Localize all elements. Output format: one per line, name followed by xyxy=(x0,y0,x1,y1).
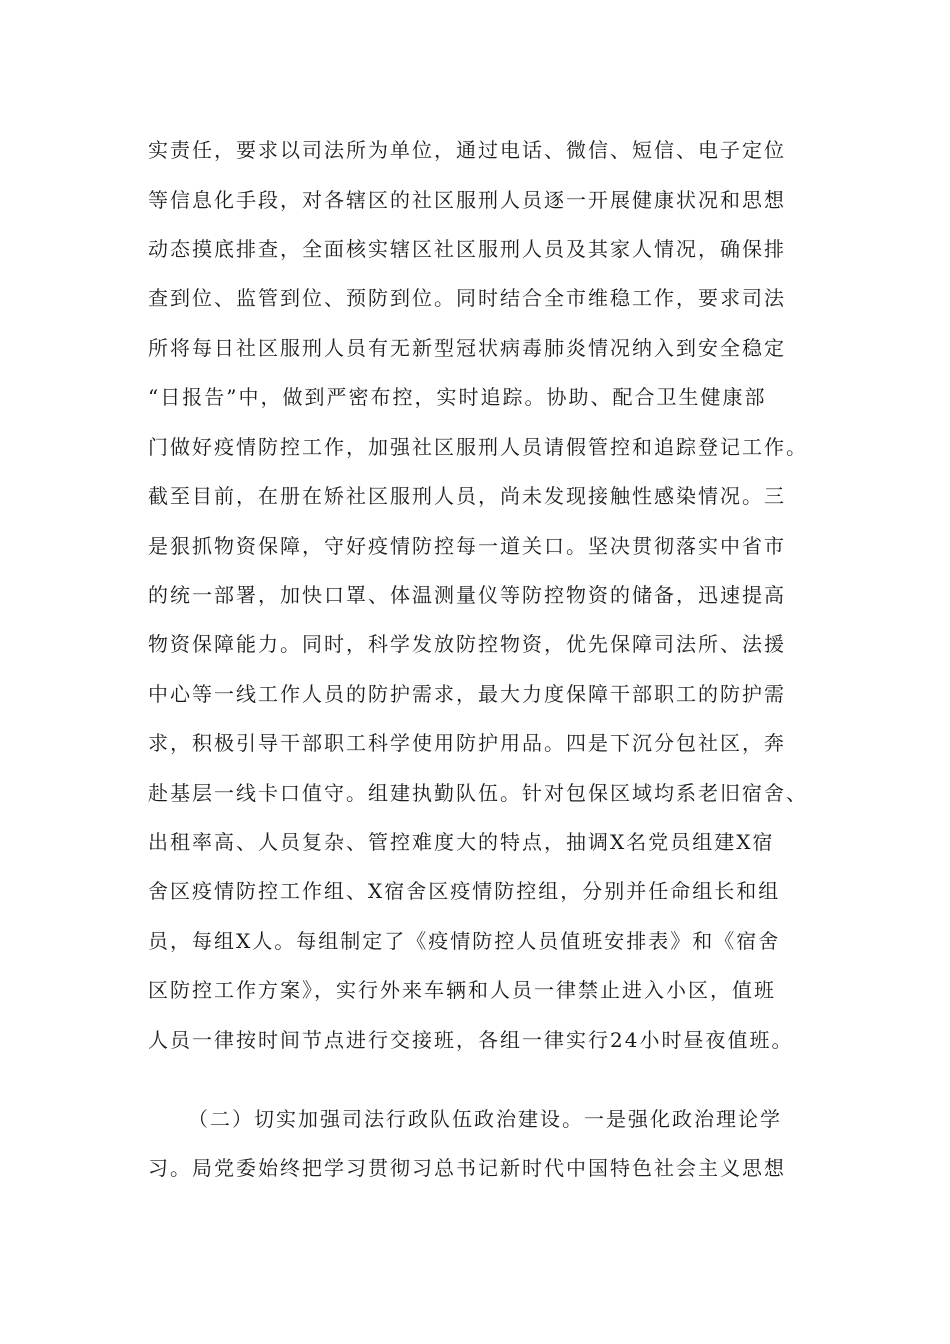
paragraph-1-line: 物资保障能力。同时，科学发放防控物资，优先保障司法所、法援 xyxy=(148,632,786,656)
paragraph-1-line: 截至目前，在册在矫社区服刑人员，尚未发现接触性感染情况。三 xyxy=(148,484,786,508)
paragraph-1-line: 员，每组X人。每组制定了《疫情防控人员值班安排表》和《宿舍 xyxy=(148,929,781,953)
paragraph-2-line: 习。局党委始终把学习贯彻习总书记新时代中国特色社会主义思想 xyxy=(148,1156,786,1180)
paragraph-1-line: 动态摸底排查，全面核实辖区社区服刑人员及其家人情况，确保排 xyxy=(148,237,786,261)
paragraph-1-line: 的统一部署，加快口罩、体温测量仪等防控物资的储备，迅速提高 xyxy=(148,583,786,607)
paragraph-1-line: 所将每日社区服刑人员有无新型冠状病毒肺炎情况纳入到安全稳定 xyxy=(148,336,786,360)
paragraph-1-line: 实责任，要求以司法所为单位，通过电话、微信、短信、电子定位 xyxy=(148,138,786,162)
paragraph-1-line: 区防控工作方案》，实行外来车辆和人员一律禁止进入小区，值班 xyxy=(148,978,776,1002)
paragraph-1-line: 等信息化手段，对各辖区的社区服刑人员逐一开展健康状况和思想 xyxy=(148,188,786,212)
paragraph-1-line: 舍区疫情防控工作组、X宿舍区疫情防控组，分别并任命组长和组 xyxy=(148,879,781,903)
paragraph-1-line: 是狠抓物资保障，守好疫情防控每一道关口。坚决贯彻落实中省市 xyxy=(148,534,786,558)
paragraph-1-line: 赴基层一线卡口值守。组建执勤队伍。针对包保区域均系老旧宿舍、 xyxy=(148,781,808,805)
paragraph-1-line: 门做好疫情防控工作，加强社区服刑人员请假管控和追踪登记工作。 xyxy=(148,435,808,459)
paragraph-1-line: 查到位、监管到位、预防到位。同时结合全市维稳工作，要求司法 xyxy=(148,286,786,310)
paragraph-1-line: 中心等一线工作人员的防护需求，最大力度保障干部职工的防护需 xyxy=(148,682,786,706)
paragraph-2-line: （二）切实加强司法行政队伍政治建设。一是强化政治理论学 xyxy=(188,1107,782,1131)
paragraph-1-line: 人员一律按时间节点进行交接班，各组一律实行24小时昼夜值班。 xyxy=(148,1028,794,1052)
paragraph-1-line: 求，积极引导干部职工科学使用防护用品。四是下沉分包社区，奔 xyxy=(148,731,786,755)
paragraph-1-line: “日报告”中，做到严密布控，实时追踪。协助、配合卫生健康部 xyxy=(148,385,767,409)
paragraph-1-line: 出租率高、人员复杂、管控难度大的特点，抽调X名党员组建X宿 xyxy=(148,830,775,854)
